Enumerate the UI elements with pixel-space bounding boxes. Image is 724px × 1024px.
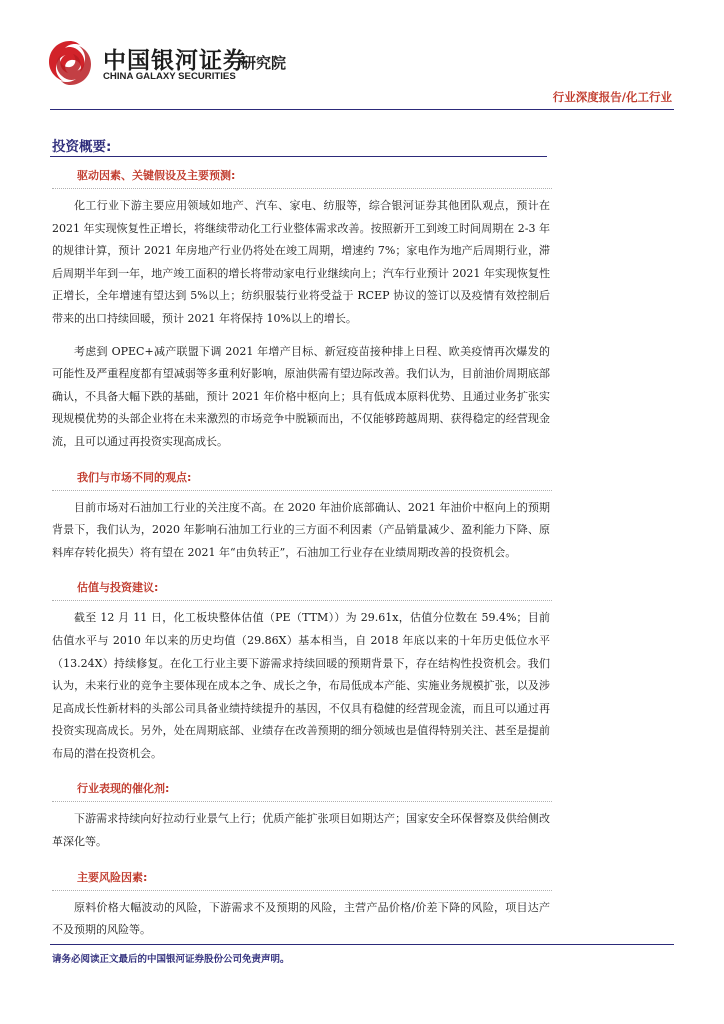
paragraph: 考虑到 OPEC+减产联盟下调 2021 年增产目标、新冠疫苗接种排上日程、欧美疫情再次爆发的可能性及严重程度都有望减弱等多重利好影响，原油供需有望边际改善。我们认为，目前油价周期底部确认，不具备大幅下跌的基础，预计 2021 年价格中枢向上；具有低成本原料优势、且通过业务扩张实现规模优势的头部企业将在未来激烈的市场竞争中脱颖而出，不仅能够跨越周期、获得稳定的经营现金流，且可以通过再投资实现高成长。 xyxy=(52,344,550,448)
paragraph: 原料价格大幅波动的风险，下游需求不及预期的风险，主营产品价格/价差下降的风险，项目达产不及预期的风险等。 xyxy=(52,900,550,937)
block-differing-views xyxy=(52,464,552,565)
logo-english-name: CHINA GALAXY SECURITIES xyxy=(103,71,236,82)
paragraph: 截至 12 月 11 日，化工板块整体估值（PE（TTM））为 29.61x，估值分位数在 59.4%；目前估值水平与 2010 年以来的历史均值（29.86X）基本相当，自 2018 年底以来的十年历史低位水平（13.24X）持续修复。在化工行业主要下游需求持续回暖的预期背景下，存在结构性投资机会。我们认为，未来行业的竞争主要体现在成本之争、成长之争，布局低成本产能、实施业务规模扩张，以及涉足高成长性新材料的头部公司具备业绩持续提升的基因，不仅具有稳健的经营现金流，而且可以通过再投资实现高成长。另外，处在周期底部、业绩存在改善预期的细分领域也是值得特别关注、甚至是提前布局的潜在投资机会。 xyxy=(52,611,550,760)
block-drivers xyxy=(52,162,552,454)
paragraph: 化工行业下游主要应用领域如地产、汽车、家电、纺服等，综合银河证券其他团队观点，预计在 2021 年实现恢复性正增长，将继续带动化工行业整体需求改善。按照新开工到竣工时间周期在 2-3 年的规律计算，预计 2021 年房地产行业仍将处在竣工周期，增速约 7%；家电作为地产后周期行业，滞后周期半年到一年，地产竣工面积的增长将带动家电行业继续向上；汽车行业预计 2021 年实现恢复性正增长，全年增速有望达到 5%以上；纺织服装行业将受益于 RCEP 协议的签订以及疫情有效控制后带来的出口持续回暖，预计 2021 年将保持 10%以上的增长。 xyxy=(52,199,550,325)
subheading-drivers: 驱动因素、关键假设及主要预测: xyxy=(52,162,552,189)
subheading-catalysts: 行业表现的催化剂: xyxy=(52,775,552,802)
block-risks xyxy=(52,864,552,942)
section-divider xyxy=(50,156,547,157)
logo-chinese-name: 中国银河证券 xyxy=(103,48,247,74)
subheading-differing-views: 我们与市场不同的观点: xyxy=(52,464,552,491)
galaxy-logo-icon xyxy=(45,38,95,88)
logo-institute-label: 研究院 xyxy=(241,54,287,72)
footer-disclaimer: 请务必阅读正文最后的中国银河证券股份公司免责声明。 xyxy=(52,954,290,965)
company-logo xyxy=(45,38,315,92)
block-valuation xyxy=(52,574,552,765)
report-type-label: 行业深度报告/化工行业 xyxy=(552,90,672,104)
paragraph: 下游需求持续向好拉动行业景气上行；优质产能扩张项目如期达产；国家安全环保督察及供给侧改革深化等。 xyxy=(52,812,550,849)
block-catalysts xyxy=(52,775,552,853)
subheading-risks: 主要风险因素: xyxy=(52,864,552,891)
header-divider xyxy=(50,109,674,110)
section-title: 投资概要: xyxy=(52,139,112,155)
main-content xyxy=(52,162,552,952)
footer-divider xyxy=(50,944,674,945)
subheading-valuation: 估值与投资建议: xyxy=(52,574,552,601)
paragraph: 目前市场对石油加工行业的关注度不高。在 2020 年油价底部确认、2021 年油价中枢向上的预期背景下，我们认为，2020 年影响石油加工行业的三方面不利因素（产品销量减少、盈利能力下降、原料库存转化损失）将有望在 2021 年“由负转正”，石油加工行业存在业绩周期改善的投资机会。 xyxy=(52,500,550,559)
